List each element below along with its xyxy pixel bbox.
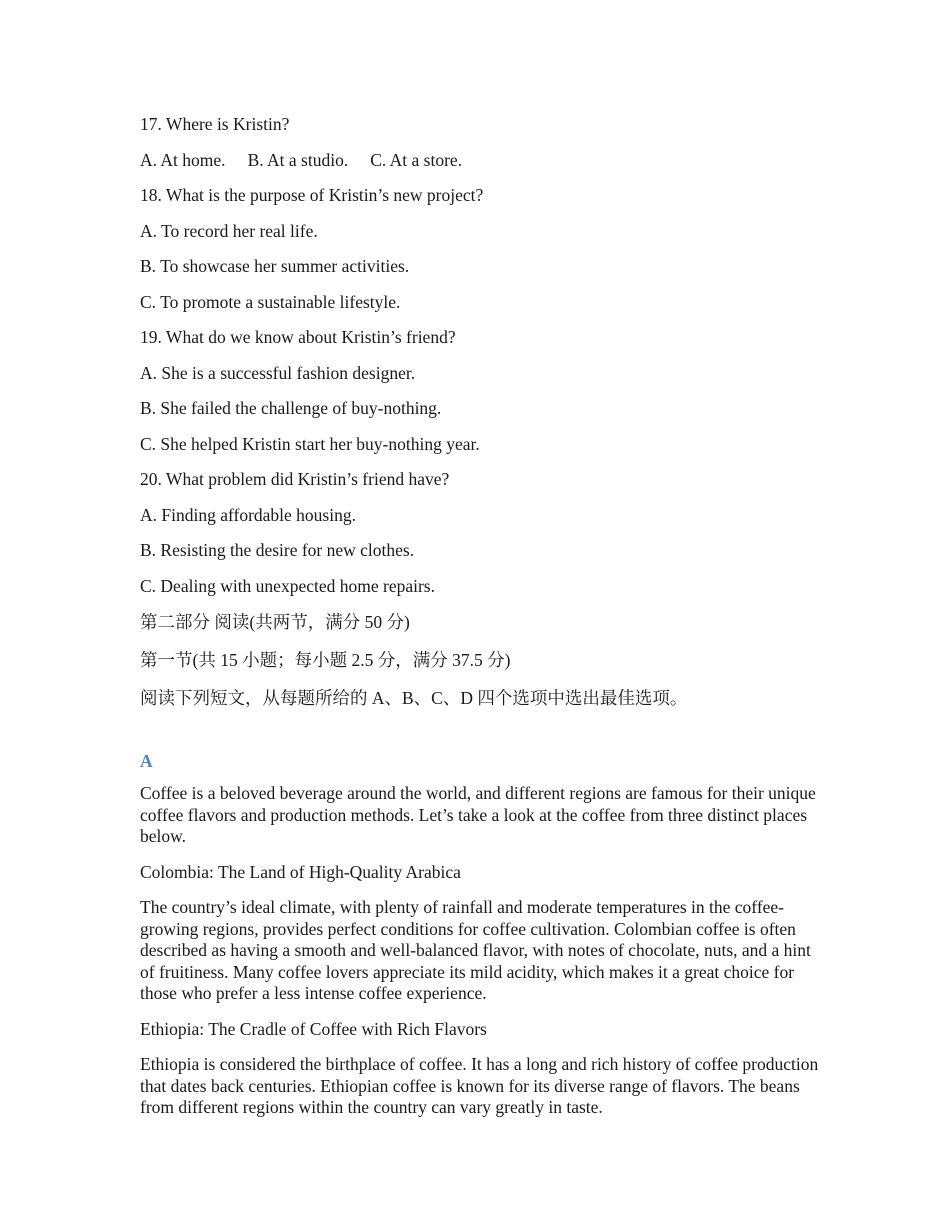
colombia-paragraph: The country’s ideal climate, with plenty of rainfall and moderate temperatures in the coffee-growing regions, provides perfect conditions for coffee cultivation. Colombian coffee is often described as having a smooth and well-balanced flavor, with notes of chocolate, nuts, and a hint of fruitiness. Many coffee lovers appreciate its mild acidity, which makes it a great choice for those who prefer a less intense coffee experience.	[140, 897, 811, 1003]
question-18-option-a: A. To record her real life.	[140, 220, 318, 241]
question-18-stem: 18. What is the purpose of Kristin’s new project?	[140, 185, 484, 205]
ethiopia-heading: Ethiopia: The Cradle of Coffee with Rich Flavors	[140, 1018, 487, 1039]
reading-instructions: 阅读下列短文，从每题所给的 A、B、C、D 四个选项中选出最佳选项。	[140, 688, 688, 708]
question-17-option-c: C. At a store.	[370, 149, 463, 170]
passage-a-intro: Coffee is a beloved beverage around the world, and different regions are famous for their unique coffee flavors and production methods. Let’s take a look at the coffee from three distinct places below.	[140, 783, 816, 846]
part-two-heading: 第二部分 阅读(共两节，满分 50 分)	[140, 612, 410, 632]
question-19-stem: 19. What do we know about Kristin’s friend?	[140, 327, 456, 347]
ethiopia-paragraph: Ethiopia is considered the birthplace of coffee. It has a long and rich history of coffee production that dates back centuries. Ethiopian coffee is known for its diverse range of flavors. The beans from different regions within the country can vary greatly in taste.	[140, 1054, 819, 1117]
question-20-option-b: B. Resisting the desire for new clothes.	[140, 540, 415, 560]
question-17-option-b: B. At a studio.	[247, 149, 349, 170]
question-17-option-a: A. At home.	[140, 149, 226, 170]
question-19-option-b: B. She failed the challenge of buy-nothing.	[140, 398, 442, 418]
colombia-heading: Colombia: The Land of High-Quality Arabica	[140, 861, 461, 882]
document-page	[140, 112, 820, 1133]
question-17-stem: 17. Where is Kristin?	[140, 114, 290, 134]
question-20-stem: 20. What problem did Kristin’s friend have?	[140, 469, 450, 489]
passage-a-label: A	[140, 751, 153, 771]
section-one-heading: 第一节(共 15 小题；每小题 2.5 分，满分 37.5 分)	[140, 650, 511, 670]
question-17-options	[140, 148, 820, 172]
question-18-option-b: B. To showcase her summer activities.	[140, 256, 410, 276]
question-19-option-c: C. She helped Kristin start her buy-nothing year.	[140, 433, 480, 454]
question-20-option-a: A. Finding affordable housing.	[140, 504, 356, 525]
question-18-option-c: C. To promote a sustainable lifestyle.	[140, 291, 401, 312]
question-20-option-c: C. Dealing with unexpected home repairs.	[140, 575, 435, 596]
question-19-option-a: A. She is a successful fashion designer.	[140, 362, 416, 383]
